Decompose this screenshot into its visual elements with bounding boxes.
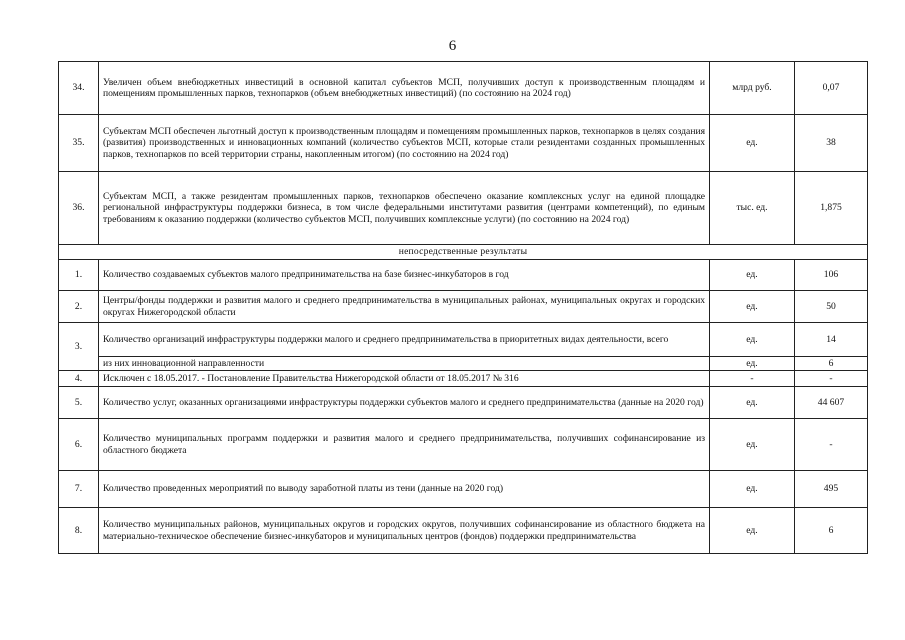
row-description: Субъектам МСП, а также резидентам промышленных парков, технопарков обеспечено оказание комплексных услуг на единой площадке региональной инфраструктуры поддержки бизнеса, в том числе федеральными институтами развития (центрами компетенций), по единым требованиям к оказанию поддержки (количество субъектов МСП, получивших комплексные услуги) (по состоянию на 2024 год) (99, 172, 710, 245)
row-unit: ед. (710, 419, 795, 471)
row-number: 6. (59, 419, 99, 471)
table-row (59, 371, 868, 387)
row-sub-unit: ед. (710, 357, 795, 371)
row-unit: млрд руб. (710, 62, 795, 115)
row-value: - (795, 419, 868, 471)
row-number: 35. (59, 115, 99, 172)
row-unit: ед. (710, 508, 795, 554)
row-description: Количество организаций инфраструктуры поддержки малого и среднего предпринимательства в приоритетных видах деятельности, всего (99, 323, 710, 357)
row-value: 495 (795, 471, 868, 508)
table-row (59, 115, 868, 172)
row-value: 14 (795, 323, 868, 357)
row-description: Увеличен объем внебюджетных инвестиций в основной капитал субъектов МСП, получивших доступ к производственным площадям и помещениям промышленных парков, технопарков (объем внебюджетных инвестиций) (по состоянию на 2024 год) (99, 62, 710, 115)
table-row (59, 323, 868, 357)
row-unit: ед. (710, 291, 795, 323)
row-value: 44 607 (795, 387, 868, 419)
row-value: 50 (795, 291, 868, 323)
row-number: 34. (59, 62, 99, 115)
row-number: 2. (59, 291, 99, 323)
row-description: Исключен с 18.05.2017. - Постановление Правительства Нижегородской области от 18.05.2017 № 316 (99, 371, 710, 387)
row-number: 7. (59, 471, 99, 508)
row-unit: ед. (710, 387, 795, 419)
row-number: 1. (59, 260, 99, 291)
row-value: 0,07 (795, 62, 868, 115)
row-description: Количество муниципальных программ поддержки и развития малого и среднего предпринимательства, получивших софинансирование из областного бюджета (99, 419, 710, 471)
table-row (59, 260, 868, 291)
indicators-table (58, 61, 868, 554)
row-unit: тыс. ед. (710, 172, 795, 245)
table-row (59, 419, 868, 471)
row-description: Субъектам МСП обеспечен льготный доступ к производственным площадям и помещениям промышленных парков, технопарков в целях создания (развития) производственных и инновационных компаний (количество субъектов МСП, которые стали резидентами созданных промышленных парков, технопарков по всей территории страны, накопленным итогом) (по состоянию на 2024 год) (99, 115, 710, 172)
page-number: 6 (448, 38, 457, 54)
row-sub-value: 6 (795, 357, 868, 371)
row-unit: - (710, 371, 795, 387)
row-number: 36. (59, 172, 99, 245)
table-row (59, 291, 868, 323)
row-description: Количество создаваемых субъектов малого предпринимательства на базе бизнес-инкубаторов в год (99, 260, 710, 291)
section-row (59, 245, 868, 260)
row-value: 6 (795, 508, 868, 554)
row-value: 106 (795, 260, 868, 291)
row-unit: ед. (710, 471, 795, 508)
section-title: непосредственные результаты (59, 245, 868, 260)
table-row (59, 387, 868, 419)
table-subrow (59, 357, 868, 371)
row-number: 5. (59, 387, 99, 419)
row-value: 38 (795, 115, 868, 172)
row-unit: ед. (710, 115, 795, 172)
table-row (59, 62, 868, 115)
row-number: 3. (59, 323, 99, 371)
row-description: Центры/фонды поддержки и развития малого и среднего предпринимательства в муниципальных районах, муниципальных округах и городских округах Нижегородской области (99, 291, 710, 323)
row-unit: ед. (710, 260, 795, 291)
table-row (59, 508, 868, 554)
table-row (59, 471, 868, 508)
row-number: 4. (59, 371, 99, 387)
row-value: - (795, 371, 868, 387)
table-row (59, 172, 868, 245)
row-unit: ед. (710, 323, 795, 357)
row-description: Количество проведенных мероприятий по выводу заработной платы из тени (данные на 2020 год) (99, 471, 710, 508)
row-description: Количество муниципальных районов, муниципальных округов и городских округов, получивших софинансирование из областного бюджета на материально-техническое обеспечение бизнес-инкубаторов и муниципальных центров (фондов) поддержки предпринимательства (99, 508, 710, 554)
row-number: 8. (59, 508, 99, 554)
row-value: 1,875 (795, 172, 868, 245)
row-description: Количество услуг, оказанных организациями инфраструктуры поддержки субъектов малого и среднего предпринимательства (данные на 2020 год) (99, 387, 710, 419)
row-sub-description: из них инновационной направленности (99, 357, 710, 371)
